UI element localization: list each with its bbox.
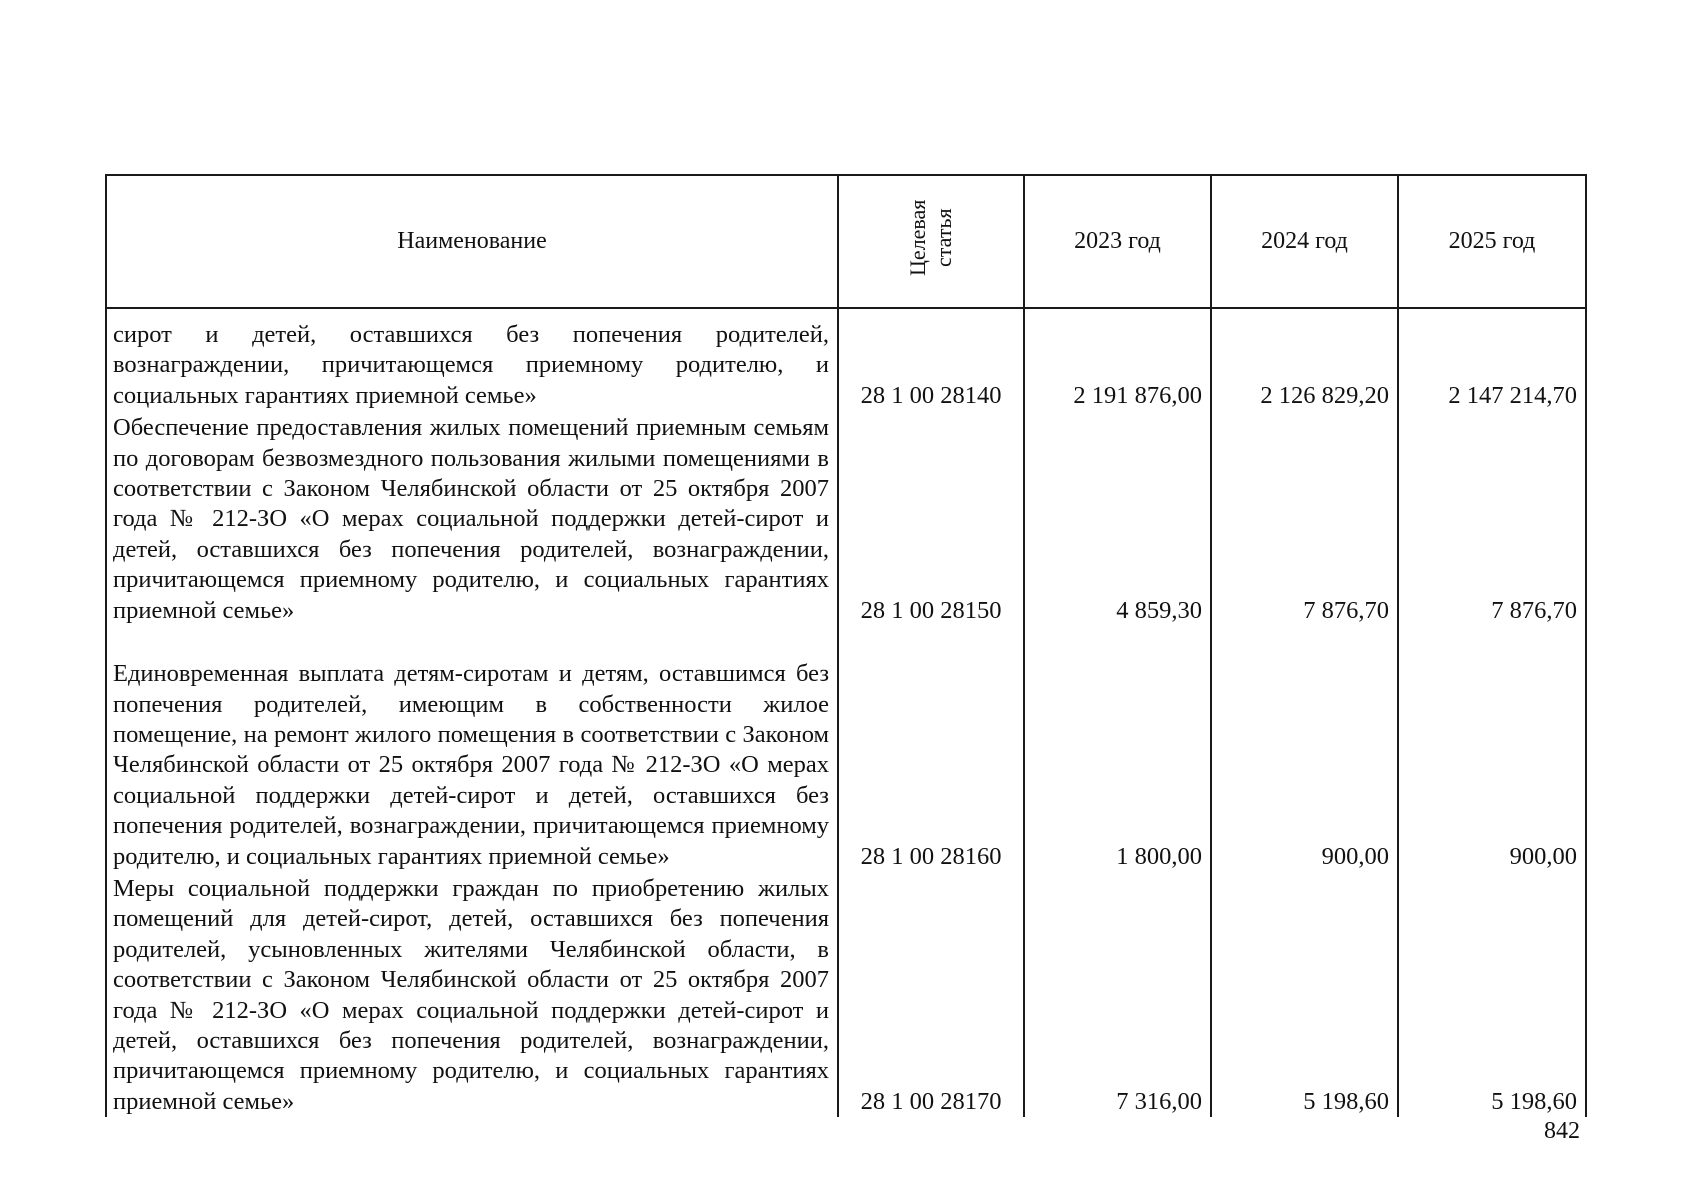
- row-name: Единовременная выплата детям-сиротам и детям, оставшимся без попечения родителей, имеющим в собственности жилое помещение, на ремонт жилого помещения в соответствии с Законом Челябинской области от 25 октября 2007 года № 212-ЗО «О мерах социальной поддержки детей-сирот и детей, оставшихся без попечения родителей, вознаграждении, причитающемся приемному родителю, и социальных гарантиях приемной семье»: [106, 626, 838, 872]
- table-row: [106, 872, 1586, 1117]
- header-target-article-label: Целевая статья: [905, 199, 956, 277]
- row-amount-2023: 7 316,00: [1024, 872, 1211, 1117]
- table-header: [106, 175, 1586, 308]
- table-row: [106, 308, 1586, 411]
- table-row: [106, 411, 1586, 626]
- page-number: 842: [1544, 1118, 1580, 1144]
- row-amount-2025: 7 876,70: [1398, 411, 1586, 626]
- row-name: сирот и детей, оставшихся без попечения родителей, вознаграждении, причитающемся приемному родителю, и социальных гарантиях приемной семье»: [106, 308, 838, 411]
- header-year-2023: 2023 год: [1024, 175, 1211, 308]
- row-amount-2025: 2 147 214,70: [1398, 308, 1586, 411]
- row-code: 28 1 00 28140: [838, 308, 1024, 411]
- row-code: 28 1 00 28170: [838, 872, 1024, 1117]
- row-amount-2024: 900,00: [1211, 626, 1398, 872]
- row-amount-2025: 5 198,60: [1398, 872, 1586, 1117]
- header-row: [106, 175, 1586, 308]
- row-code: 28 1 00 28150: [838, 411, 1024, 626]
- row-code: 28 1 00 28160: [838, 626, 1024, 872]
- header-year-2025: 2025 год: [1398, 175, 1586, 308]
- row-amount-2023: 2 191 876,00: [1024, 308, 1211, 411]
- row-name: Обеспечение предоставления жилых помещений приемным семьям по договорам безвозмездного пользования жилыми помещениями в соответствии с Законом Челябинской области от 25 октября 2007 года № 212-ЗО «О мерах социальной поддержки детей-сирот и детей, оставшихся без попечения родителей, вознаграждении, причитающемся приемному родителю, и социальных гарантиях приемной семье»: [106, 411, 838, 626]
- row-amount-2023: 4 859,30: [1024, 411, 1211, 626]
- header-name: Наименование: [106, 175, 838, 308]
- row-amount-2023: 1 800,00: [1024, 626, 1211, 872]
- row-name: Меры социальной поддержки граждан по приобретению жилых помещений для детей-сирот, детей, оставшихся без попечения родителей, усыновленных жителями Челябинской области, в соответствии с Законом Челябинской области от 25 октября 2007 года № 212-ЗО «О мерах социальной поддержки детей-сирот и детей, оставшихся без попечения родителей, вознаграждении, причитающемся приемному родителю, и социальных гарантиях приемной семье»: [106, 872, 838, 1117]
- budget-table: [105, 174, 1587, 1117]
- header-target-article: [838, 175, 1024, 308]
- row-amount-2024: 5 198,60: [1211, 872, 1398, 1117]
- table-row: [106, 626, 1586, 872]
- row-amount-2024: 7 876,70: [1211, 411, 1398, 626]
- table-body: [106, 308, 1586, 1117]
- row-amount-2024: 2 126 829,20: [1211, 308, 1398, 411]
- row-amount-2025: 900,00: [1398, 626, 1586, 872]
- header-year-2024: 2024 год: [1211, 175, 1398, 308]
